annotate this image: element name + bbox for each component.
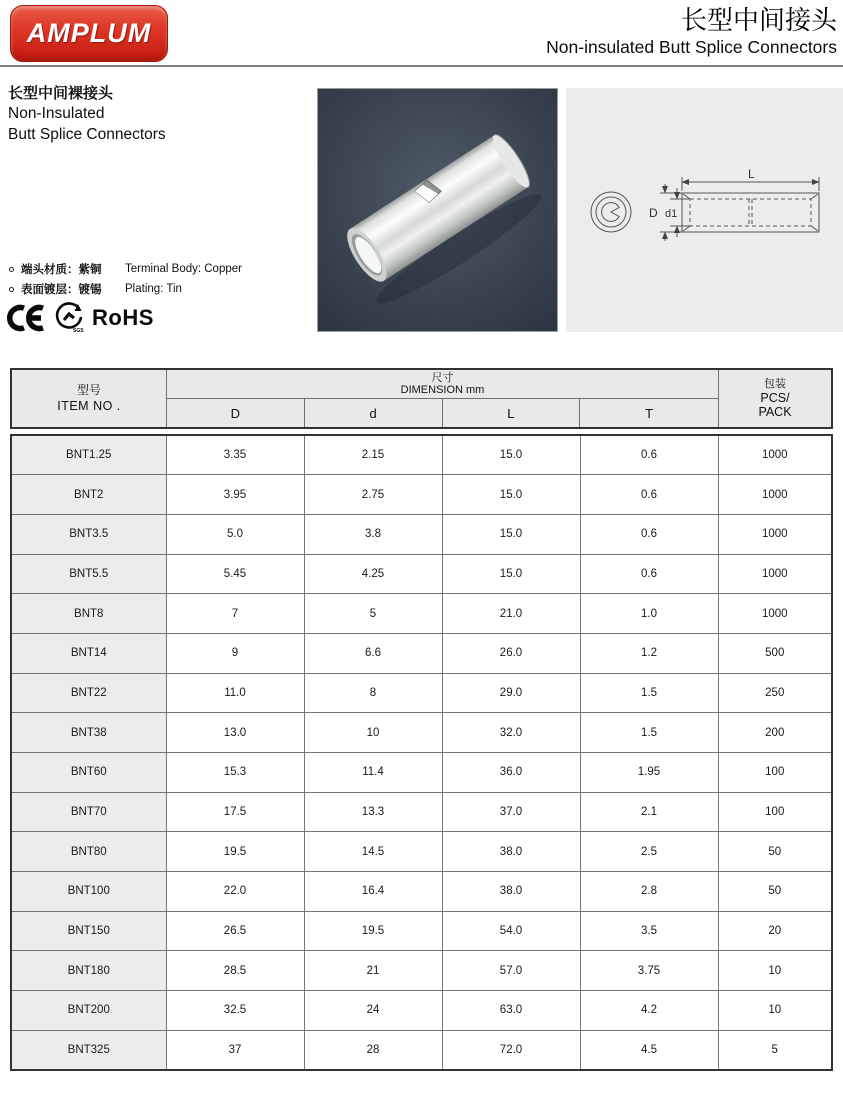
d-value-cell: 2.15 [304,435,442,475]
d-value-cell: 13.3 [304,792,442,832]
L-value-cell: 26.0 [442,633,580,673]
T-value-cell: 3.5 [580,911,718,951]
bullet-icon [9,267,14,272]
L-value-cell: 63.0 [442,991,580,1031]
d-value-cell: 3.8 [304,514,442,554]
end-view-drawing [591,192,631,232]
dimension-group-label [167,370,718,399]
table-row [11,832,832,872]
pack-header-zh: 包装 [764,377,786,390]
d-value-cell: 28 [304,1030,442,1070]
pack-value-cell: 10 [718,951,832,991]
spec-plating-en: Plating: Tin [125,283,182,295]
page-title-en: Non-insulated Butt Splice Connectors [546,37,837,57]
column-header-pack [719,370,831,427]
item-header-en: ITEM NO . [57,399,121,413]
column-header-dimension-group [167,370,719,427]
item-no-cell: BNT70 [11,792,166,832]
D-value-cell: 17.5 [166,792,304,832]
item-no-cell: BNT14 [11,633,166,673]
D-value-cell: 3.35 [166,435,304,475]
length-label: L [748,167,755,181]
page-header [546,5,837,58]
D-value-cell: 5.45 [166,554,304,594]
d-value-cell: 24 [304,991,442,1031]
L-value-cell: 38.0 [442,872,580,912]
item-no-cell: BNT325 [11,1030,166,1070]
D-value-cell: 26.5 [166,911,304,951]
L-value-cell: 15.0 [442,475,580,515]
ce-mark-icon [6,303,46,333]
table-row [11,514,832,554]
L-value-cell: 32.0 [442,713,580,753]
d-value-cell: 6.6 [304,633,442,673]
d-value-cell: 4.25 [304,554,442,594]
table-row [11,911,832,951]
D-value-cell: 13.0 [166,713,304,753]
item-no-cell: BNT22 [11,673,166,713]
pack-value-cell: 100 [718,753,832,793]
d-value-cell: 16.4 [304,872,442,912]
table-row [11,594,832,634]
T-value-cell: 0.6 [580,475,718,515]
column-header-L: L [443,399,581,427]
rohs-label: RoHS [92,305,154,330]
pack-value-cell: 5 [718,1030,832,1070]
T-value-cell: 0.6 [580,554,718,594]
L-value-cell: 54.0 [442,911,580,951]
product-name-zh: 长型中间裸接头 [8,85,114,102]
L-value-cell: 15.0 [442,435,580,475]
column-header-d: d [305,399,443,427]
inner-diameter-label: d1 [665,208,678,220]
D-value-cell: 15.3 [166,753,304,793]
L-value-cell: 29.0 [442,673,580,713]
L-value-cell: 21.0 [442,594,580,634]
pack-value-cell: 50 [718,872,832,912]
d-value-cell: 11.4 [304,753,442,793]
item-no-cell: BNT200 [11,991,166,1031]
dimension-header-zh: 尺寸 [431,372,454,384]
side-view-drawing [682,193,819,232]
d-value-cell: 10 [304,713,442,753]
L-value-cell: 15.0 [442,514,580,554]
pack-value-cell: 500 [718,633,832,673]
table-row [11,792,832,832]
dimension-subcolumns [167,399,718,427]
product-name-en-line2: Butt Splice Connectors [8,126,166,143]
pack-value-cell: 1000 [718,475,832,515]
brand-logo [10,5,168,62]
item-no-cell: BNT180 [11,951,166,991]
T-value-cell: 0.6 [580,435,718,475]
D-value-cell: 11.0 [166,673,304,713]
T-value-cell: 4.5 [580,1030,718,1070]
pack-value-cell: 10 [718,991,832,1031]
table-header [10,368,833,429]
product-name-en-line1: Non-Insulated [8,105,105,122]
table-row [11,554,832,594]
item-no-cell: BNT1.25 [11,435,166,475]
D-value-cell: 32.5 [166,991,304,1031]
column-header-T: T [645,405,654,421]
table-row [11,475,832,515]
d-value-cell: 5 [304,594,442,634]
L-value-cell: 37.0 [442,792,580,832]
outer-diameter-label: D [649,206,658,220]
D-value-cell: 7 [166,594,304,634]
T-value-cell: 1.0 [580,594,718,634]
pack-header-pack: PACK [758,405,792,419]
table-row [11,713,832,753]
table-row [11,435,832,475]
T-value-cell: 2.1 [580,792,718,832]
bullet-icon [9,287,14,292]
sgs-mark-icon [54,301,84,335]
page-title-zh: 长型中间接头 [680,5,837,35]
header-divider [0,65,843,67]
T-value-cell: 1.5 [580,713,718,753]
spec-row-plating [9,279,242,299]
brand-logo-text: AMPLUM [26,18,152,48]
D-value-cell: 19.5 [166,832,304,872]
pack-value-cell: 200 [718,713,832,753]
product-name-block [8,84,166,145]
T-value-cell: 4.2 [580,991,718,1031]
D-value-cell: 5.0 [166,514,304,554]
spec-plating-zh: 表面镀层：镀锡 [21,284,102,296]
L-value-cell: 15.0 [442,554,580,594]
table-row [11,1030,832,1070]
L-value-cell: 36.0 [442,753,580,793]
D-value-cell: 28.5 [166,951,304,991]
table-row [11,951,832,991]
pack-header-pcs: PCS/ [760,390,790,405]
item-no-cell: BNT38 [11,713,166,753]
pack-value-cell: 250 [718,673,832,713]
T-value-cell: 3.75 [580,951,718,991]
product-photo-panel [317,88,558,332]
T-value-cell: 1.5 [580,673,718,713]
D-value-cell: 37 [166,1030,304,1070]
table-row [11,633,832,673]
product-photo [318,89,557,331]
d-value-cell: 8 [304,673,442,713]
d-value-cell: 14.5 [304,832,442,872]
table-body [11,435,832,1070]
column-header-item-no [12,370,167,427]
item-no-cell: BNT100 [11,872,166,912]
D-value-cell: 9 [166,633,304,673]
pack-value-cell: 100 [718,792,832,832]
spec-table [10,434,833,1071]
pack-value-cell: 1000 [718,514,832,554]
spec-material-en: Terminal Body: Copper [125,263,242,275]
column-header-D: D [167,399,305,427]
D-value-cell: 22.0 [166,872,304,912]
table-row [11,673,832,713]
T-value-cell: 2.8 [580,872,718,912]
item-no-cell: BNT8 [11,594,166,634]
table-row [11,991,832,1031]
pack-value-cell: 1000 [718,594,832,634]
item-no-cell: BNT150 [11,911,166,951]
certification-row [6,301,154,335]
D-value-cell: 3.95 [166,475,304,515]
dimension-diagram [566,88,843,332]
L-value-cell: 72.0 [442,1030,580,1070]
L-value-cell: 38.0 [442,832,580,872]
d-value-cell: 19.5 [304,911,442,951]
spec-list [9,259,242,299]
pack-value-cell: 20 [718,911,832,951]
d-value-cell: 2.75 [304,475,442,515]
dimension-header-en: DIMENSION mm [400,384,485,396]
item-header-zh: 型号 [76,383,101,397]
T-value-cell: 0.6 [580,514,718,554]
spec-row-material [9,259,242,279]
item-no-cell: BNT5.5 [11,554,166,594]
pack-value-cell: 50 [718,832,832,872]
item-no-cell: BNT3.5 [11,514,166,554]
table-row [11,753,832,793]
T-value-cell: 1.95 [580,753,718,793]
dimension-diagram-panel [566,88,843,332]
item-no-cell: BNT60 [11,753,166,793]
spec-material-zh: 端头材质：紫铜 [21,264,102,276]
pack-value-cell: 1000 [718,435,832,475]
d-value-cell: 21 [304,951,442,991]
item-no-cell: BNT80 [11,832,166,872]
T-value-cell: 1.2 [580,633,718,673]
L-value-cell: 57.0 [442,951,580,991]
T-value-cell: 2.5 [580,832,718,872]
sgs-mark-label: SGS [73,328,84,334]
pack-value-cell: 1000 [718,554,832,594]
table-row [11,872,832,912]
item-no-cell: BNT2 [11,475,166,515]
